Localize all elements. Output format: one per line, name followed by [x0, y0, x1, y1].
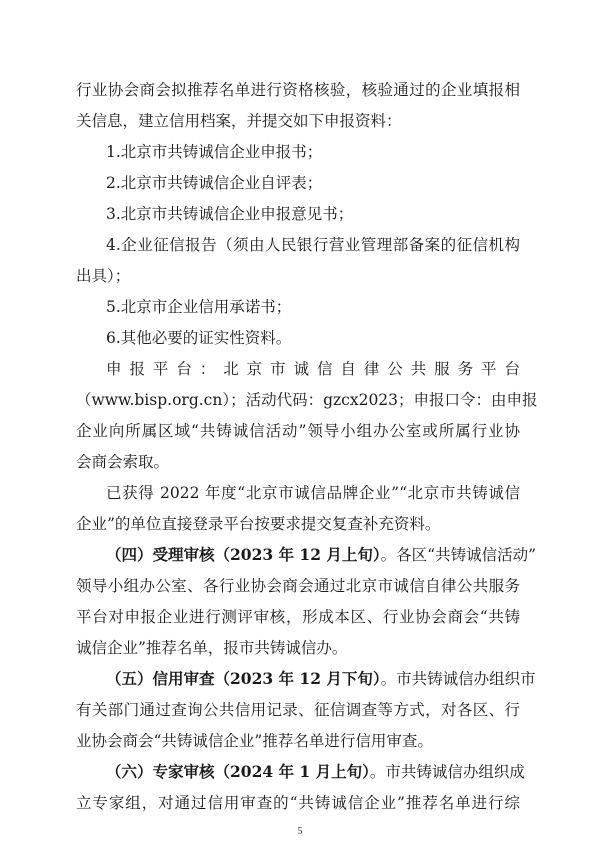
- body-line: 平台对申报企业进行测评审核，形成本区、行业协会商会“共铸: [76, 608, 520, 626]
- section-heading-line: [106, 762, 525, 782]
- body-line: 会商会索取。: [76, 453, 170, 471]
- body-line: 领导小组办公室、各行业协会商会通过北京市诚信自律公共服务: [76, 577, 520, 595]
- list-item: 5.北京市企业信用承诺书；: [106, 298, 292, 316]
- body-line: 关信息，建立信用档案，并提交如下申报资料：: [76, 112, 402, 130]
- section-text: 。市共铸诚信办组织市: [380, 670, 536, 688]
- section-text: 。各区“共铸诚信活动”: [380, 546, 537, 564]
- list-item: 2.北京市共铸诚信企业自评表；: [106, 174, 323, 192]
- section-heading: （六）专家审核（2024 年 1 月上旬）: [106, 762, 370, 781]
- section-heading-line: [106, 669, 536, 689]
- section-heading-line: [106, 545, 536, 565]
- body-line: 企业向所属区域“共铸诚信活动”领导小组办公室或所属行业协: [76, 422, 520, 440]
- body-line: 已获得 2022 年度“北京市诚信品牌企业”“北京市共铸诚信: [106, 484, 520, 502]
- section-text: 。市共铸诚信办组织成: [369, 763, 525, 781]
- body-line: 有关部门通过查询公共信用记录、征信调查等方式，对各区、行: [76, 701, 520, 719]
- body-line: 企业”的单位直接登录平台按要求提交复查补充资料。: [76, 515, 441, 533]
- list-item: 4.企业征信报告（须由人民银行营业管理部备案的征信机构: [106, 236, 520, 254]
- list-item: 1.北京市共铸诚信企业申报书；: [106, 143, 323, 161]
- list-item: 3.北京市共铸诚信企业申报意见书；: [106, 205, 354, 223]
- body-line: 行业协会商会拟推荐名单进行资格核验，核验通过的企业填报相: [76, 81, 520, 99]
- list-item-continued: 出具）；: [76, 267, 131, 285]
- list-item: 6.其他必要的证实性资料。: [106, 329, 292, 347]
- body-line: 诚信企业”推荐名单，报市共铸诚信办。: [76, 639, 348, 657]
- body-line: 立专家组，对通过信用审查的“共铸诚信企业”推荐名单进行综: [76, 794, 520, 812]
- body-line: 申报平台：北京市诚信自律公共服务平台: [106, 360, 520, 378]
- body-line: 业协会商会“共铸诚信企业”推荐名单进行信用审查。: [76, 732, 433, 750]
- section-heading: （五）信用审查（2023 年 12 月下旬）: [106, 669, 381, 688]
- page-number: 5: [297, 826, 303, 837]
- body-line: （www.bisp.org.cn）；活动代码：gzcx2023；申报口令：由申报: [76, 391, 538, 409]
- section-heading: （四）受理审核（2023 年 12 月上旬）: [106, 545, 381, 564]
